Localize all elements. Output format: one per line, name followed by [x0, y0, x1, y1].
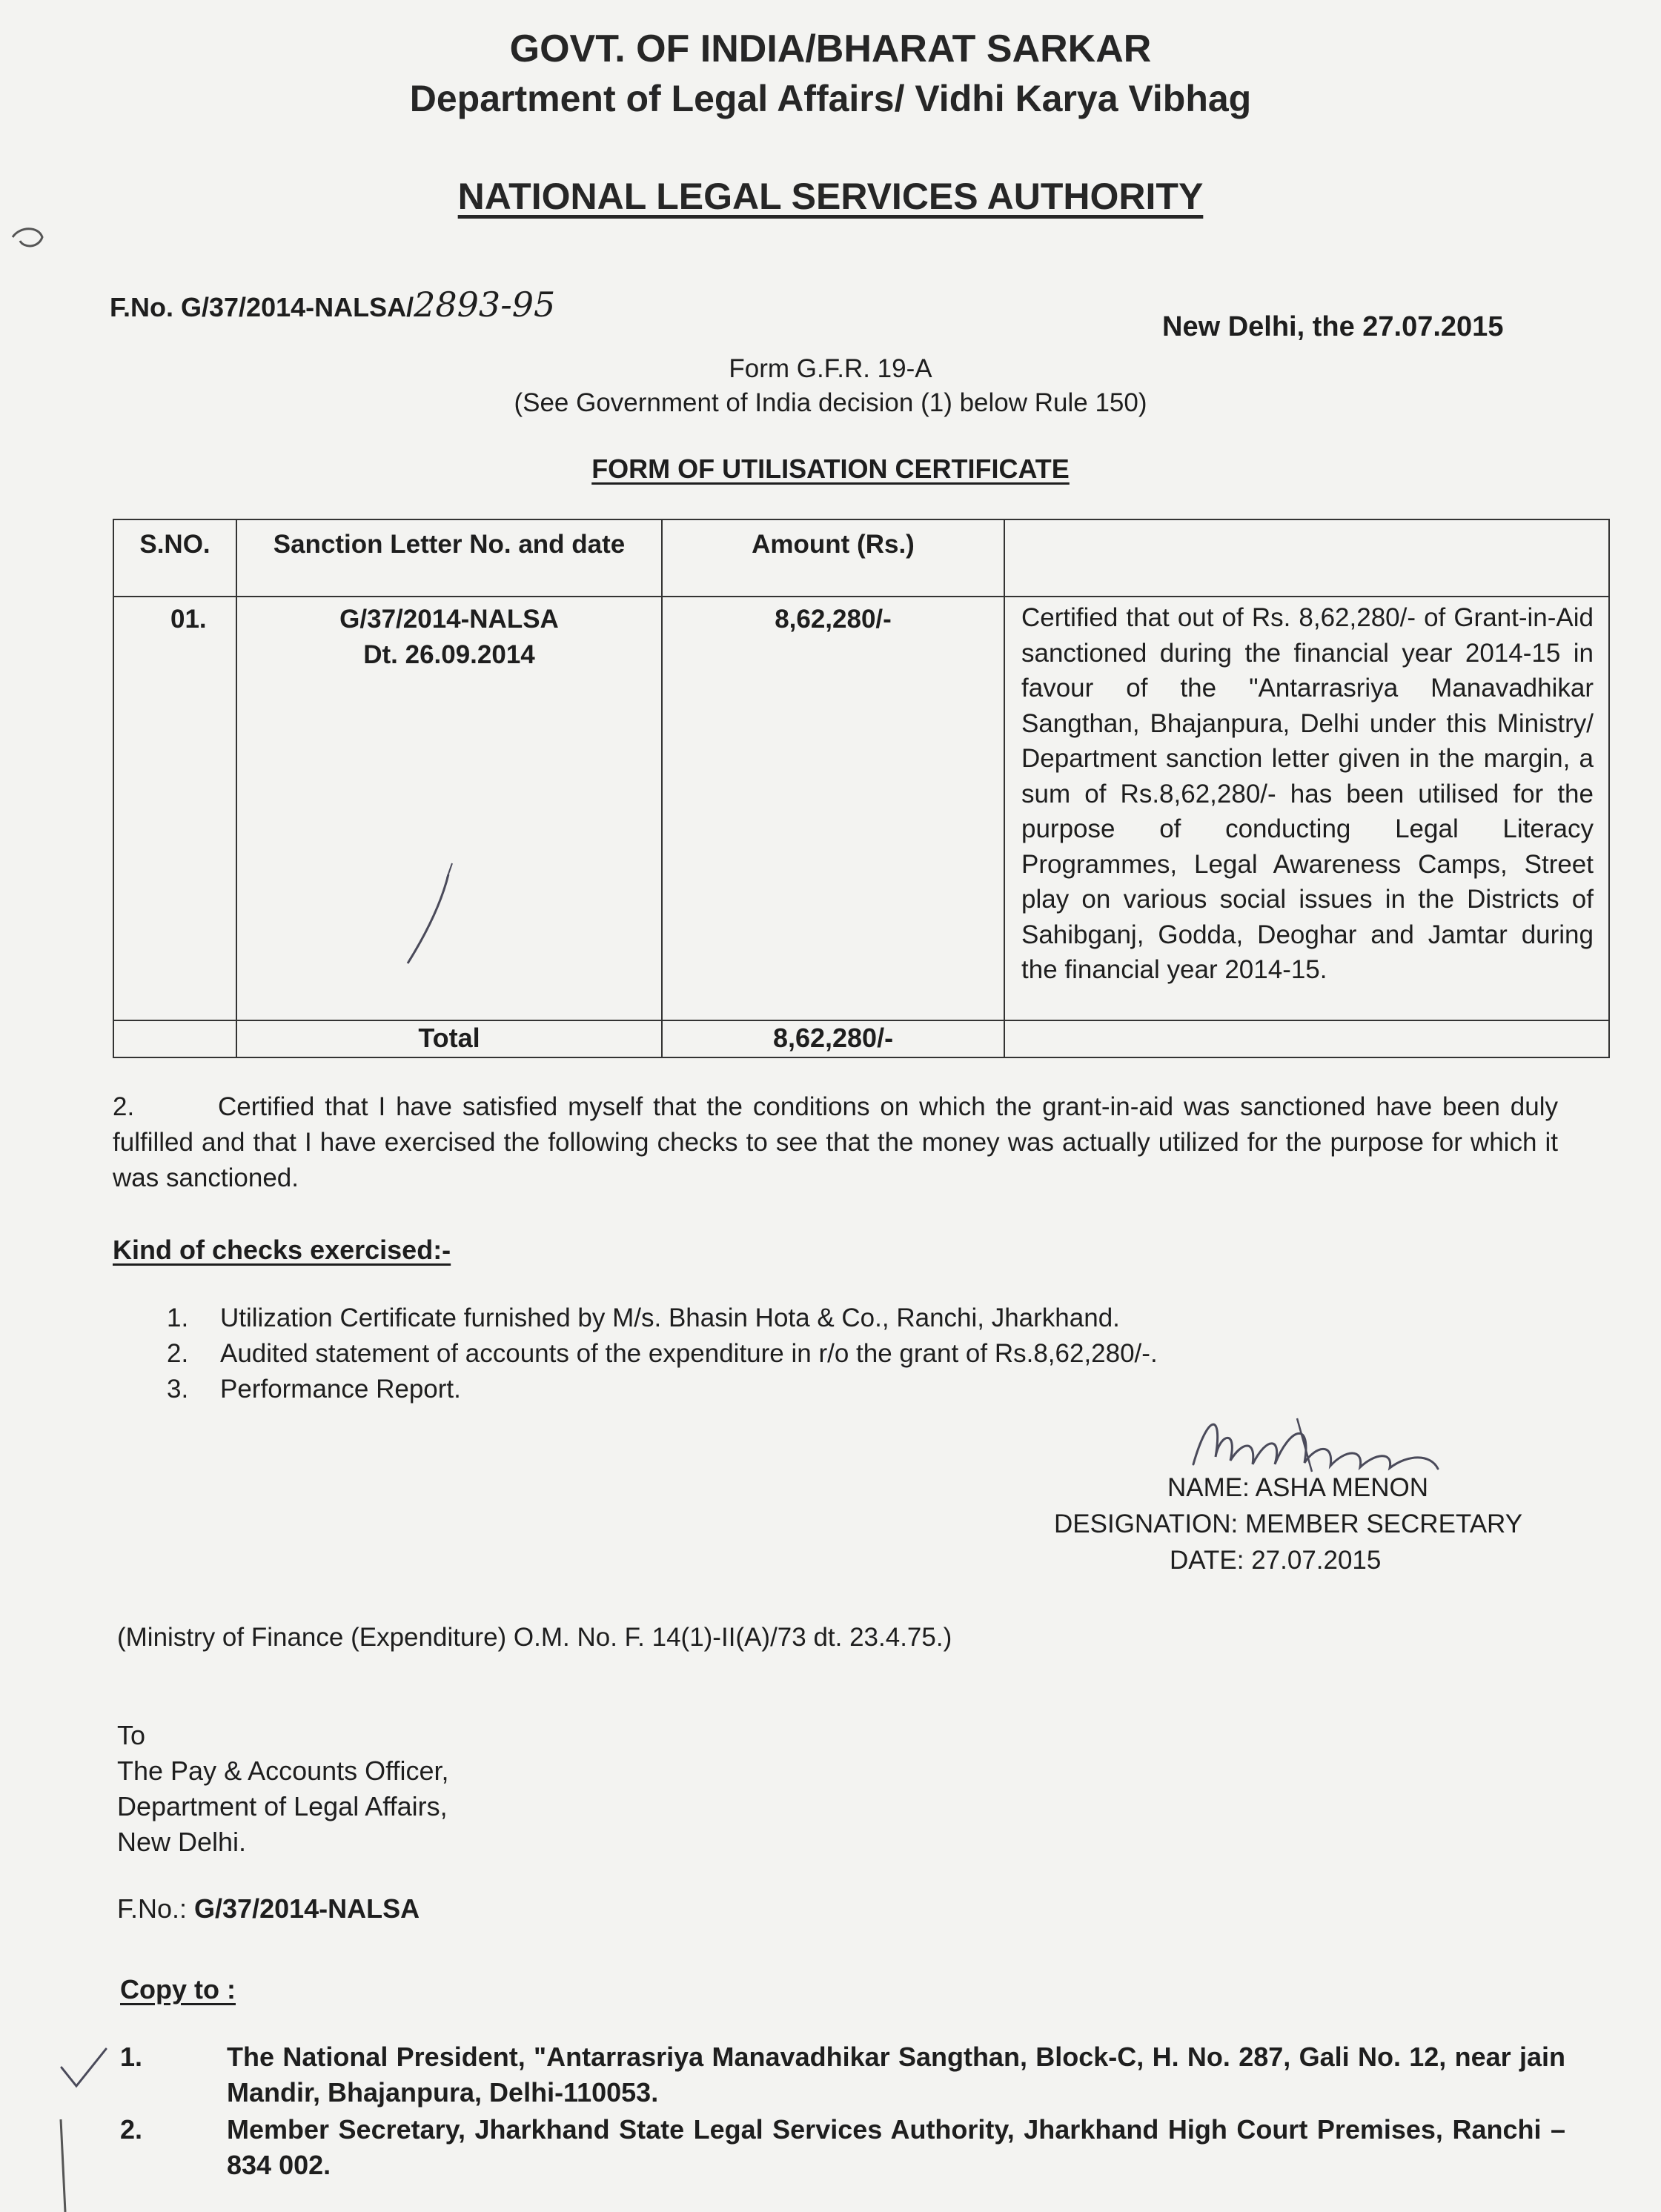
total-blank: [1004, 1020, 1609, 1057]
check-text: Utilization Certificate furnished by M/s. Bhasin Hota & Co., Ranchi, Jharkhand.: [220, 1303, 1120, 1332]
addressee-block: [117, 1718, 449, 1860]
header-authority: NATIONAL LEGAL SERVICES AUTHORITY: [457, 176, 1204, 217]
addressee-to-label: To: [117, 1720, 146, 1750]
list-item: [167, 1336, 1501, 1372]
paragraph-2-number: 2.: [113, 1092, 135, 1121]
addressee-line: The Pay & Accounts Officer,: [117, 1756, 449, 1786]
form-reference: Form G.F.R. 19-A: [729, 354, 932, 383]
file-number-bottom: [117, 1893, 420, 1924]
copy-number: 1.: [120, 2042, 143, 2072]
total-sno: [113, 1020, 236, 1057]
list-item: [120, 2112, 1565, 2183]
total-label: Total: [236, 1020, 662, 1057]
copy-text: The National President, "Antarrasriya Manavadhikar Sangthan, Block-C, H. No. 287, Gali No. 12, near jain Mandir, Bhajanpura, Delhi-110053.: [227, 2042, 1565, 2108]
header-sanction: Sanction Letter No. and date: [236, 519, 662, 597]
signatory-date: DATE: 27.07.2015: [1170, 1546, 1382, 1575]
list-item: [167, 1301, 1501, 1336]
addressee-line: Department of Legal Affairs,: [117, 1791, 448, 1821]
signatory-designation: DESIGNATION: MEMBER SECRETARY: [1054, 1509, 1523, 1538]
file-number-bottom-label: F.No.:: [117, 1893, 195, 1924]
date-top: New Delhi, the 27.07.2015: [1162, 311, 1504, 342]
file-number-bottom-value: G/37/2014-NALSA: [194, 1893, 420, 1924]
signatory-name: NAME: ASHA MENON: [1167, 1473, 1429, 1502]
checks-heading: Kind of checks exercised:-: [113, 1235, 451, 1265]
file-number-handwritten: 2893-95: [414, 285, 556, 325]
copy-to-list: [120, 2039, 1565, 2185]
pen-stroke-mark: [397, 860, 463, 971]
row-amount: 8,62,280/-: [662, 597, 1004, 1020]
check-number: 1.: [167, 1303, 189, 1332]
table-row: [113, 597, 1609, 1020]
form-reference-note: (See Government of India decision (1) below Rule 150): [514, 388, 1147, 417]
check-number: 3.: [167, 1375, 189, 1404]
paragraph-2-text: Certified that I have satisfied myself that the conditions on which the grant-in-aid was sanctioned have been duly fulfilled and that I have exercised the following checks to see that the money was actually utilized for the purpose for which it was sanctioned.: [113, 1092, 1558, 1192]
checks-list: [167, 1301, 1501, 1407]
check-text: Audited statement of accounts of the expenditure in r/o the grant of Rs.8,62,280/-.: [220, 1339, 1158, 1368]
utilisation-table: [113, 519, 1610, 1058]
paragraph-2: [113, 1089, 1558, 1196]
check-number: 2.: [167, 1339, 189, 1368]
file-number-printed: F.No. G/37/2014-NALSA/: [110, 292, 414, 322]
table-total-row: [113, 1020, 1609, 1057]
row-certificate-text: Certified that out of Rs. 8,62,280/- of Grant-in-Aid sanctioned during the financial year 2014-15 in favour of the "Antarrasriya Manavadhikar Sangthan, Bhajanpura, Delhi under this Ministry/ Department sanction letter given in the margin, a sum of Rs.8,62,280/- has been utilised for the purpose of conducting Legal Literacy Programmes, Legal Awareness Camps, Street play on various social issues in the Districts of Sahibganj, Godda, Deoghar and Jamtar during the financial year 2014-15.: [1004, 597, 1609, 1020]
table-header-row: [113, 519, 1609, 597]
stray-mark-icon: [9, 222, 53, 252]
list-item: [120, 2039, 1565, 2110]
edge-pen-line: [52, 2119, 74, 2212]
copy-to-heading: Copy to :: [120, 1974, 236, 2005]
header-govt: GOVT. OF INDIA/BHARAT SARKAR: [509, 27, 1152, 70]
total-amount: 8,62,280/-: [662, 1020, 1004, 1057]
header-amount: Amount (Rs.): [662, 519, 1004, 597]
ministry-reference: (Ministry of Finance (Expenditure) O.M. No. F. 14(1)-II(A)/73 dt. 23.4.75.): [117, 1623, 952, 1652]
header-department: Department of Legal Affairs/ Vidhi Karya Vibhag: [409, 78, 1252, 119]
header-blank: [1004, 519, 1609, 597]
copy-number: 2.: [120, 2114, 143, 2145]
row-sanction-no: G/37/2014-NALSA: [339, 605, 559, 634]
file-number: [110, 285, 555, 325]
check-mark-icon: [58, 2045, 110, 2090]
row-sno: 01.: [113, 597, 236, 1020]
list-item: [167, 1372, 1501, 1407]
form-title: FORM OF UTILISATION CERTIFICATE: [591, 454, 1070, 484]
addressee-line: New Delhi.: [117, 1827, 247, 1857]
row-sanction-date: Dt. 26.09.2014: [363, 640, 535, 669]
copy-text: Member Secretary, Jharkhand State Legal Services Authority, Jharkhand High Court Premises, Ranchi – 834 002.: [227, 2114, 1565, 2180]
check-text: Performance Report.: [220, 1375, 461, 1404]
header-sno: S.NO.: [113, 519, 236, 597]
